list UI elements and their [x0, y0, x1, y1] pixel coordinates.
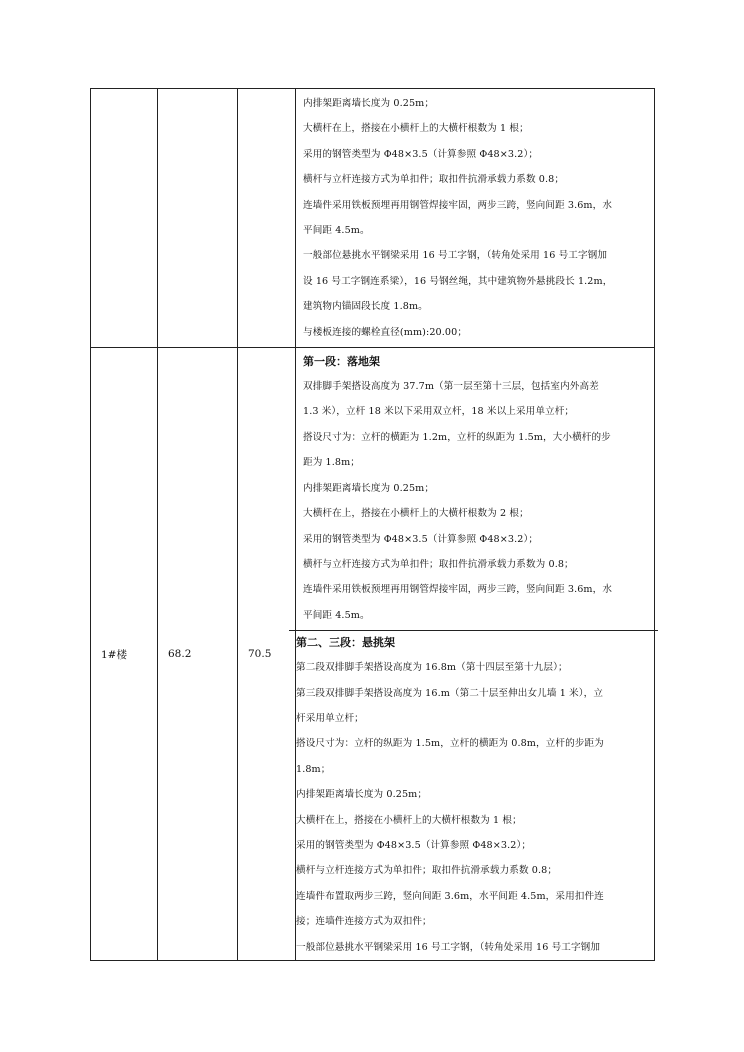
text-line: 大横杆在上，搭接在小横杆上的大横杆根数为 1 根；: [303, 123, 529, 135]
text-line: 大横杆在上，搭接在小横杆上的大横杆根数为 1 根；: [296, 814, 522, 826]
text-line: 双排脚手架搭设高度为 37.7m（第一层至第十三层，包括室内外高差: [303, 381, 599, 393]
text-line: 横杆与立杆连接方式为单扣件；取扣件抗滑承载力系数 0.8；: [303, 174, 565, 186]
text-line: 一般部位悬挑水平钢梁采用 16 号工字钢，（转角处采用 16 号工字钢加: [296, 941, 601, 953]
text-line: 内排架距离墙长度为 0.25m；: [303, 98, 435, 109]
table-row-continued: [91, 89, 655, 348]
value-b-cell-empty: [238, 89, 296, 348]
section-heading: 第二、三段：悬挑架: [296, 636, 395, 650]
text-line: 采用的钢管类型为 Φ48×3.5（计算参照 Φ48×3.2）；: [303, 148, 539, 160]
text-line: 杆采用单立杆；: [296, 712, 364, 724]
text-line: 采用的钢管类型为 Φ48×3.5（计算参照 Φ48×3.2）；: [303, 533, 539, 545]
section-lines: [303, 374, 650, 628]
section-ground-scaffold: [296, 348, 654, 630]
text-line: 横杆与立杆连接方式为单扣件；取扣件抗滑承载力系数 0.8；: [296, 865, 558, 877]
text-line: 1.3 米），立杆 18 米以下采用双立杆，18 米以上采用单立杆；: [303, 406, 575, 418]
text-line: 大横杆在上，搭接在小横杆上的大横杆根数为 2 根；: [303, 508, 529, 520]
value-b-cell: 70.5: [238, 348, 296, 961]
text-line: 1.8m；: [296, 763, 331, 775]
text-line: 第三段双排脚手架搭设高度为 16.m（第二十层至伸出女儿墙 1 米），立: [296, 687, 604, 699]
text-line: 设 16 号工字钢连系梁），16 号钢丝绳，其中建筑物外悬挑段长 1.2m，: [303, 275, 613, 287]
building-name-cell: 1#楼: [91, 348, 158, 961]
text-line: 平间距 4.5m。: [303, 609, 370, 621]
text-line: 连墙件采用铁板预埋再用钢管焊接牢固，两步三跨，竖向间距 3.6m，水: [303, 584, 613, 596]
table-row-building: [91, 348, 655, 961]
description-cell: [296, 89, 655, 348]
value-a-cell: 68.2: [158, 348, 238, 961]
text-line: 一般部位悬挑水平钢梁采用 16 号工字钢，（转角处采用 16 号工字钢加: [303, 250, 608, 262]
text-line: 连墙件采用铁板预埋再用钢管焊接牢固，两步三跨，竖向间距 3.6m，水: [303, 199, 613, 211]
text-line: 搭设尺寸为：立杆的纵距为 1.5m，立杆的横距为 0.8m，立杆的步距为: [296, 738, 604, 750]
text-line: 采用的钢管类型为 Φ48×3.5（计算参照 Φ48×3.2）；: [296, 839, 532, 851]
text-line: 横杆与立杆连接方式为单扣件；取扣件抗滑承载力系数为 0.8；: [303, 558, 574, 570]
text-line: 建筑物内锚固段长度 1.8m。: [303, 301, 428, 313]
text-line: 平间距 4.5m。: [303, 225, 370, 237]
text-line: 内排架距离墙长度为 0.25m；: [303, 482, 435, 494]
description-lines: [296, 89, 654, 347]
text-line: 连墙件布置取两步三跨，竖向间距 3.6m，水平间距 4.5m，采用扣件连: [296, 890, 604, 902]
scaffold-spec-table: [90, 88, 655, 961]
building-cell-empty: [91, 89, 158, 348]
text-line: 第二段双排脚手架搭设高度为 16.8m（第十四层至第十九层）；: [296, 662, 568, 674]
section-heading: 第一段：落地架: [303, 355, 380, 369]
value-a-cell-empty: [158, 89, 238, 348]
text-line: 距为 1.8m；: [303, 457, 360, 469]
text-line: 与楼板连接的螺栓直径(mm):20.00；: [303, 326, 468, 338]
section-cantilever-scaffold: [289, 630, 658, 960]
text-line: 搭设尺寸为：立杆的横距为 1.2m，立杆的纵距为 1.5m，大小横杆的步: [303, 431, 611, 443]
text-line: 接；连墙件连接方式为双扣件；: [296, 916, 432, 928]
description-cell: [296, 348, 655, 961]
text-line: 内排架距离墙长度为 0.25m；: [296, 789, 428, 801]
section-lines: [296, 655, 654, 960]
